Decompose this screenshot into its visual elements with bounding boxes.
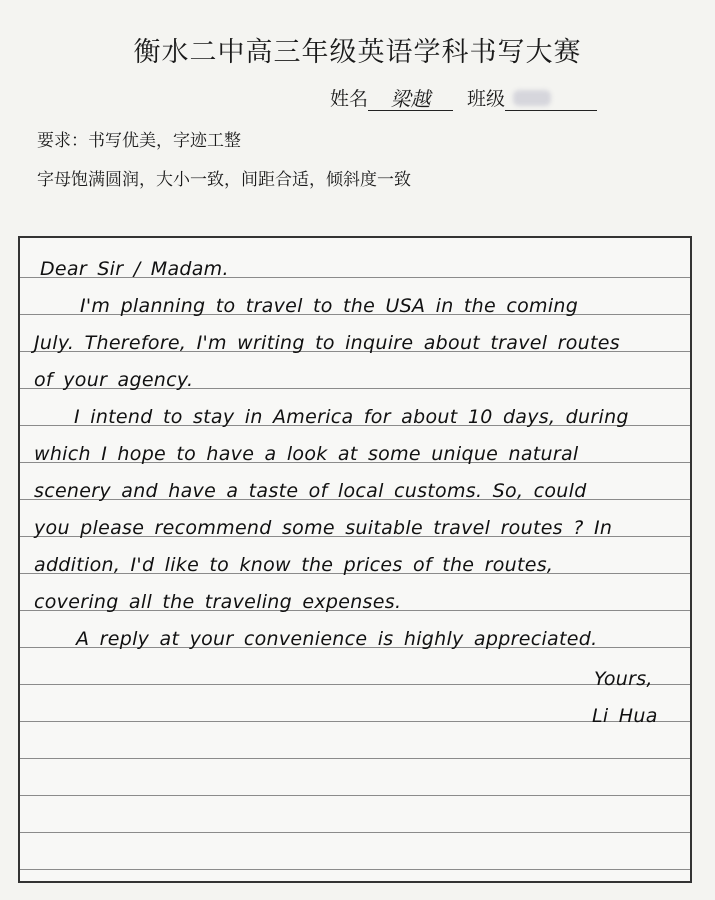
letter-signature: Li Hua xyxy=(592,705,658,727)
contest-title: 衡水二中高三年级英语学科书写大赛 xyxy=(133,37,582,68)
letter-closing: Yours, xyxy=(594,668,653,690)
requirement-line-2: 字母饱满圆润，大小一致，间距合适，倾斜度一致 xyxy=(37,170,411,190)
requirement-line-1: 要求：书写优美，字迹工整 xyxy=(37,131,241,151)
letter-line: scenery and have a taste of local customs. So, could xyxy=(34,480,587,502)
blurred-class-value xyxy=(513,90,551,106)
letter-line: A reply at your convenience is highly appreciated. xyxy=(76,628,598,650)
letter-line: addition, I'd like to know the prices of the routes, xyxy=(34,554,554,576)
name-field: 梁越 xyxy=(368,88,453,111)
name-class-row xyxy=(330,84,597,111)
ruled-line xyxy=(20,758,690,759)
ruled-line xyxy=(20,869,690,870)
letter-line: I intend to stay in America for about 10 days, during xyxy=(74,406,629,428)
ruled-line xyxy=(20,832,690,833)
name-label: 姓名 xyxy=(330,88,369,110)
writing-sheet xyxy=(18,236,692,883)
ruled-line xyxy=(20,721,690,722)
letter-line: Dear Sir / Madam. xyxy=(40,258,229,280)
letter-line: of your agency. xyxy=(34,369,194,391)
letter-line: you please recommend some suitable travel routes ? In xyxy=(34,517,613,539)
letter-line: covering all the traveling expenses. xyxy=(34,591,402,613)
letter-line: which I hope to have a look at some unique natural xyxy=(34,443,579,465)
letter-line: I'm planning to travel to the USA in the coming xyxy=(80,295,579,317)
ruled-line xyxy=(20,795,690,796)
class-field xyxy=(505,88,597,111)
ruled-line xyxy=(20,684,690,685)
letter-line: July. Therefore, I'm writing to inquire about travel routes xyxy=(34,332,620,354)
class-label: 班级 xyxy=(467,88,506,110)
